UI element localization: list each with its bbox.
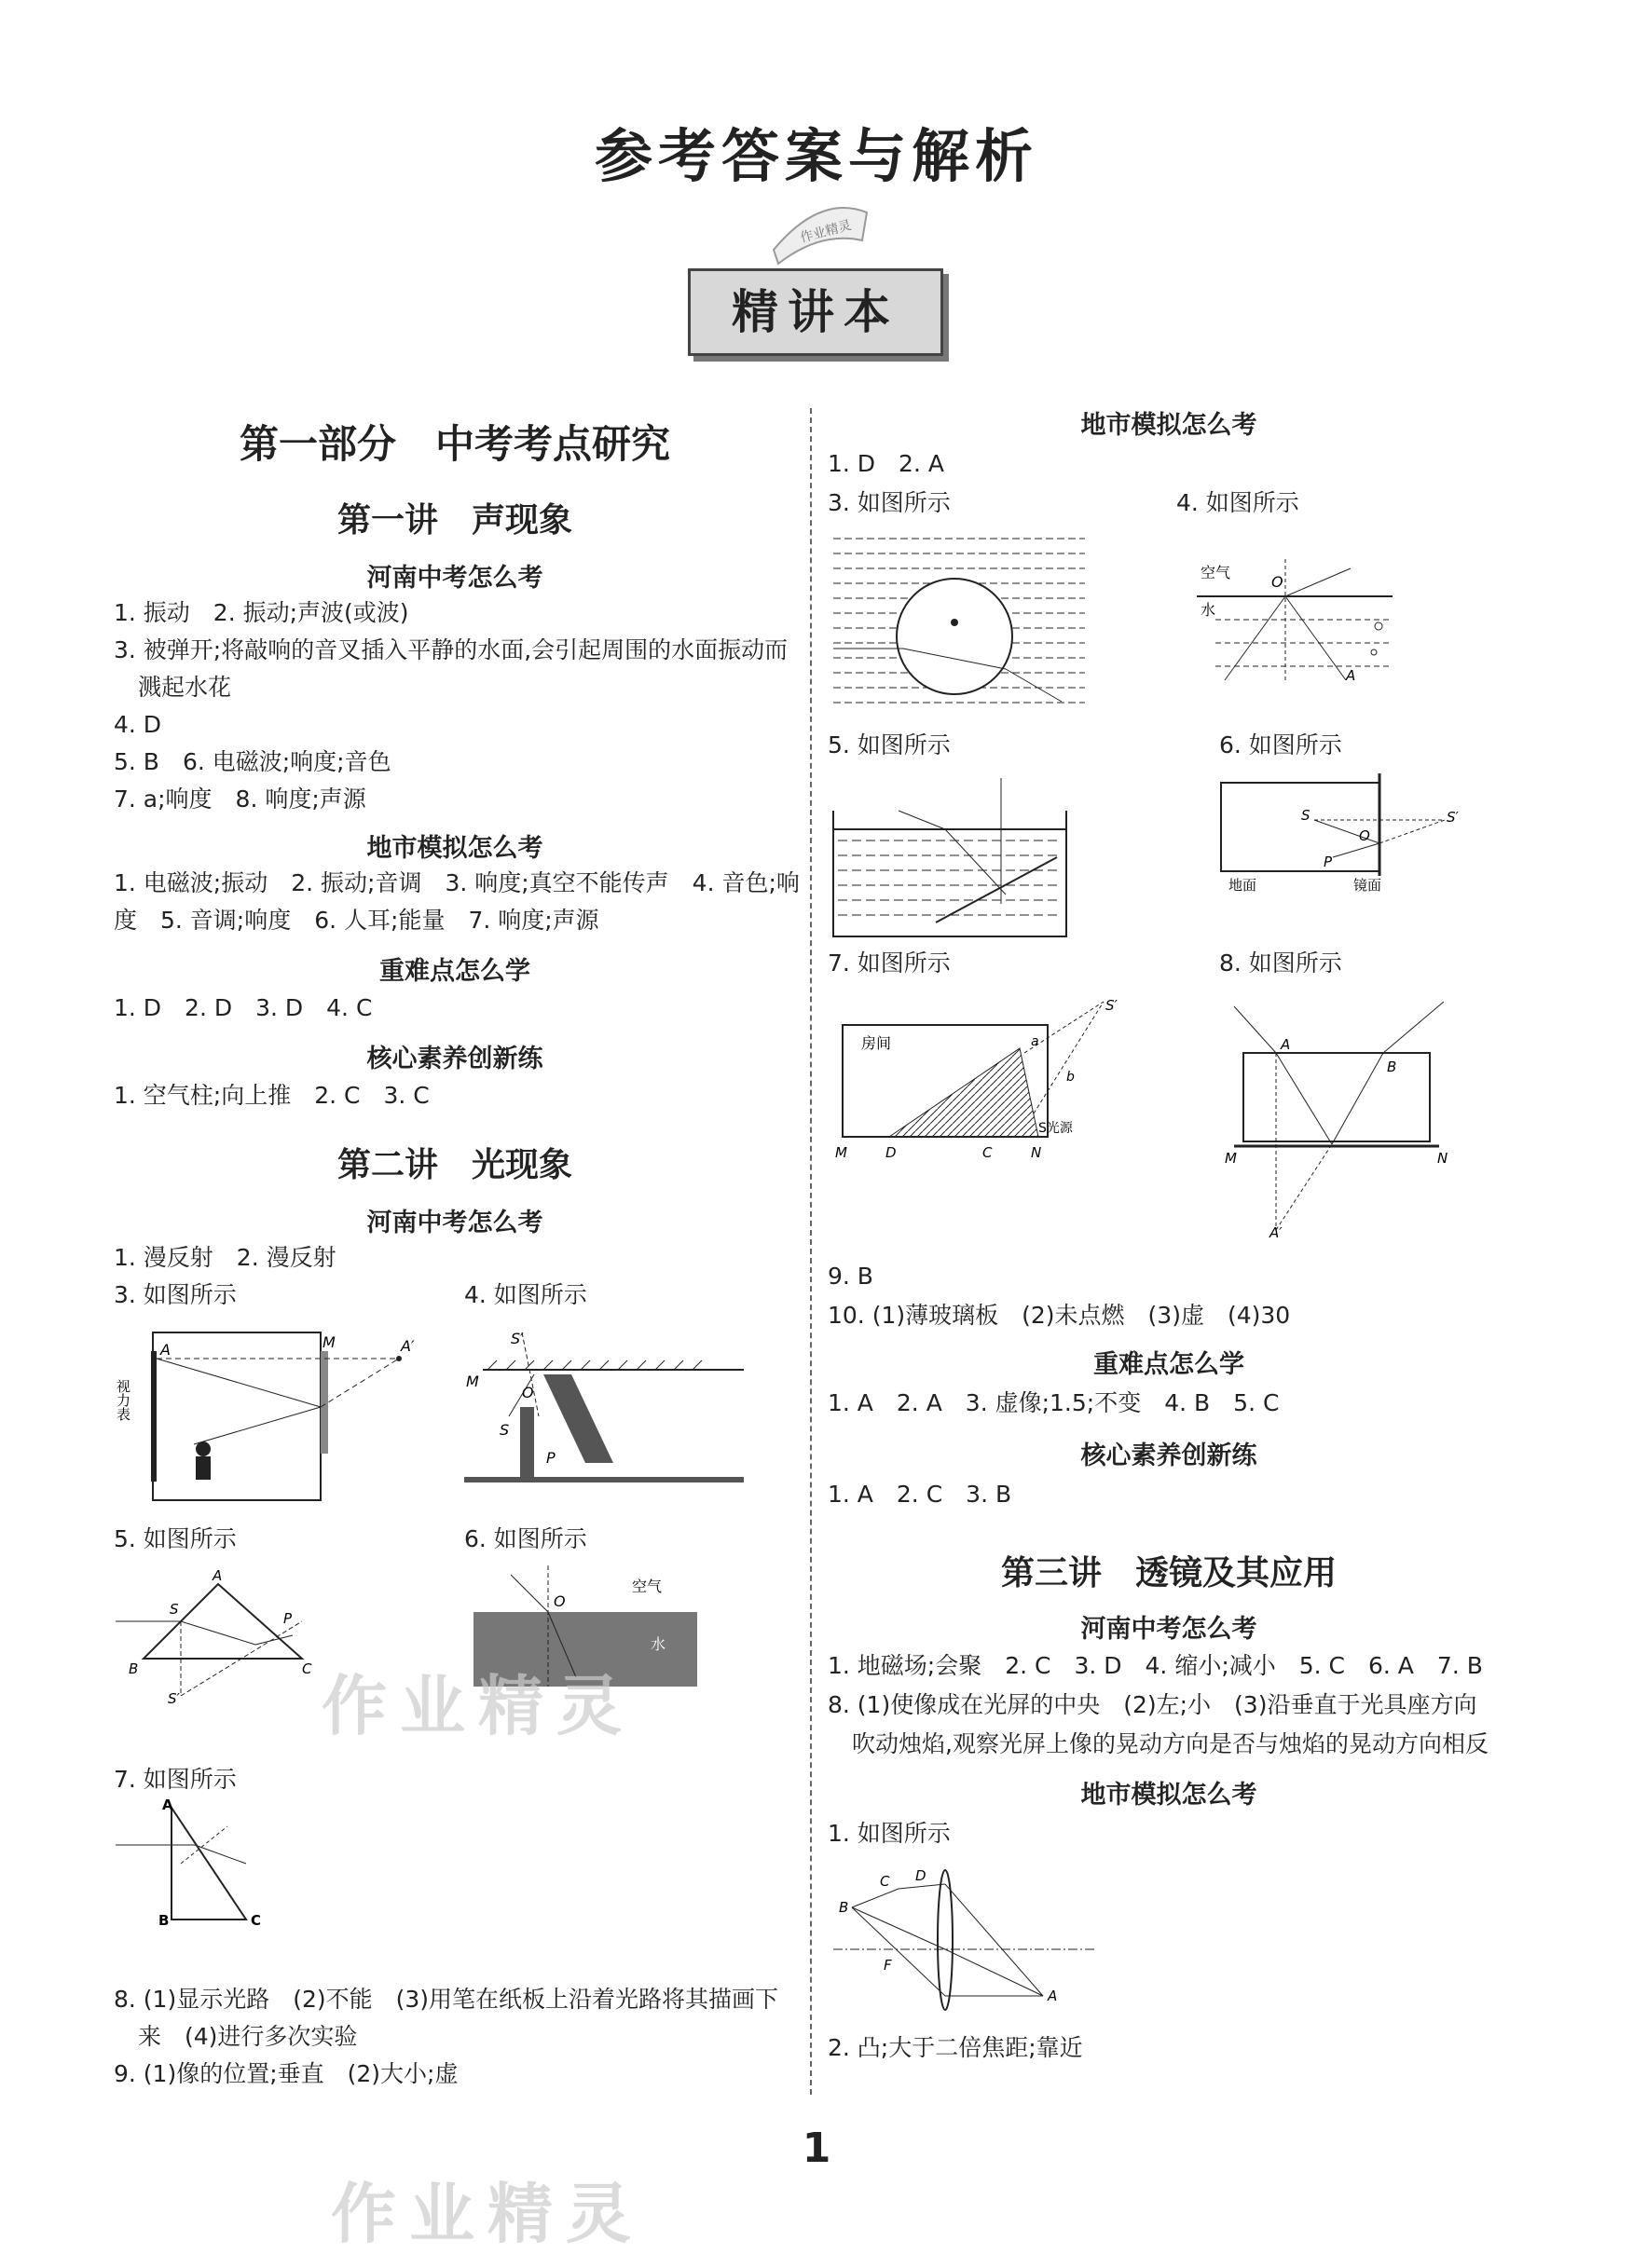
svg-text:空气: 空气 [1201, 564, 1231, 581]
svg-text:a: a [1031, 1034, 1039, 1049]
fig-caption: 3. 如图所示 [114, 1281, 237, 1308]
answer-line: 9. (1)像的位置;垂直 (2)大小;虚 [114, 2060, 459, 2087]
book-label: 精讲本 [688, 268, 943, 356]
answer-line: 度 5. 音调;响度 6. 人耳;能量 7. 响度;声源 [114, 907, 599, 934]
svg-text:S′: S′ [168, 1690, 180, 1707]
svg-text:P: P [546, 1449, 556, 1467]
svg-text:S′: S′ [1447, 809, 1459, 826]
figure-r-8 [1225, 997, 1467, 1239]
svg-text:M: M [1225, 1150, 1237, 1167]
answer-line: 2. 凸;大于二倍焦距;靠近 [828, 2034, 1083, 2061]
svg-text:D: D [885, 1144, 897, 1161]
svg-text:N: N [1031, 1144, 1042, 1161]
svg-text:O: O [554, 1592, 566, 1610]
svg-text:A: A [1048, 1988, 1058, 2004]
lecture2-s1-heading: 河南中考怎么考 [366, 1209, 543, 1237]
svg-text:视力表: 视力表 [115, 1379, 131, 1421]
svg-text:C: C [251, 1912, 262, 1929]
svg-text:A: A [160, 1341, 171, 1359]
svg-text:S: S [170, 1601, 179, 1618]
svg-text:C: C [982, 1144, 993, 1161]
fig-caption: 4. 如图所示 [1176, 489, 1299, 516]
lecture1-s1-heading: 河南中考怎么考 [366, 564, 543, 593]
svg-text:O: O [522, 1384, 534, 1401]
svg-text:S: S [1301, 807, 1311, 824]
answer-line: 1. A 2. A 3. 虚像;1.5;不变 4. B 5. C [828, 1389, 1280, 1416]
svg-text:S′: S′ [511, 1330, 524, 1347]
answer-line: 7. a;响度 8. 响度;声源 [114, 786, 366, 813]
svg-text:B: B [129, 1660, 139, 1677]
fig-caption: 7. 如图所示 [828, 950, 951, 977]
svg-text:C: C [880, 1873, 890, 1890]
svg-text:B: B [1387, 1059, 1397, 1075]
fig-caption: 1. 如图所示 [828, 1820, 951, 1847]
figure-r-3 [833, 529, 1085, 716]
fig-caption: 6. 如图所示 [1219, 731, 1342, 758]
right-s2-heading: 地市模拟怎么考 [1080, 411, 1257, 440]
fig-caption: 4. 如图所示 [464, 1281, 587, 1308]
lecture1-s3-heading: 重难点怎么学 [379, 957, 530, 986]
lecture2-title: 第二讲 光现象 [336, 1146, 572, 1184]
fig-caption: 5. 如图所示 [114, 1525, 237, 1552]
column-divider [810, 408, 812, 2095]
fig-caption: 7. 如图所示 [114, 1766, 237, 1793]
svg-text:镜面: 镜面 [1353, 877, 1382, 894]
svg-text:A: A [1346, 667, 1356, 684]
svg-text:空气: 空气 [632, 1578, 663, 1595]
svg-text:M: M [322, 1333, 336, 1351]
lecture1-s4-heading: 核心素养创新练 [366, 1045, 543, 1073]
svg-text:S′: S′ [1105, 997, 1118, 1014]
answer-line: 1. 电磁波;振动 2. 振动;音调 3. 响度;真空不能传声 4. 音色;响 [114, 869, 800, 896]
svg-text:C: C [302, 1660, 312, 1677]
page-title: 参考答案与解析 [594, 122, 1038, 190]
svg-text:D: D [915, 1867, 926, 1884]
answer-line: 1. A 2. C 3. B [828, 1481, 1012, 1508]
svg-text:N: N [1437, 1150, 1448, 1167]
svg-text:b: b [1066, 1070, 1075, 1085]
svg-text:O: O [1271, 573, 1283, 591]
answer-line: 1. 地磁场;会聚 2. C 3. D 4. 缩小;减小 5. C 6. A 7. B [828, 1652, 1483, 1679]
answer-line: 5. B 6. 电磁波;响度;音色 [114, 748, 391, 775]
svg-text:B: B [158, 1912, 170, 1929]
lecture1-title: 第一讲 声现象 [336, 501, 572, 540]
stamp-text: 作业精灵 [798, 217, 854, 246]
svg-text:M: M [466, 1373, 479, 1390]
answer-line: 8. (1)显示光路 (2)不能 (3)用笔在纸板上沿着光路将其描画下 [114, 1986, 779, 2013]
fig-caption: 3. 如图所示 [828, 489, 951, 516]
figure-l2-4 [464, 1323, 772, 1510]
answer-line: 吹动烛焰,观察光屏上像的晃动方向是否与烛焰的晃动方向相反 [852, 1730, 1489, 1757]
svg-text:A′: A′ [401, 1337, 415, 1355]
svg-text:A: A [162, 1797, 173, 1813]
fig-caption: 6. 如图所示 [464, 1525, 587, 1552]
answer-line: 来 (4)进行多次实验 [138, 2023, 358, 2050]
svg-text:房间: 房间 [861, 1034, 892, 1052]
figure-r-6 [1221, 773, 1463, 895]
watermark: 作业精灵 [322, 1668, 635, 1744]
answer-line: 1. 振动 2. 振动;声波(或波) [114, 599, 409, 626]
answer-line: 1. 漫反射 2. 漫反射 [114, 1244, 336, 1271]
stamp-logo [764, 194, 876, 268]
figure-l3-1 [833, 1865, 1104, 2015]
answer-line: 1. D 2. D 3. D 4. C [114, 994, 373, 1021]
svg-text:P: P [1324, 854, 1333, 870]
svg-text:水: 水 [1201, 601, 1216, 619]
watermark: 作业精灵 [331, 2176, 644, 2252]
part-title: 第一部分 中考考点研究 [239, 421, 670, 467]
answer-line: 3. 被弹开;将敲响的音叉插入平静的水面,会引起周围的水面振动而 [114, 636, 789, 663]
answer-line: 1. 空气柱;向上推 2. C 3. C [114, 1082, 430, 1109]
lecture3-s2-heading: 地市模拟怎么考 [1080, 1781, 1257, 1810]
lecture1-s2-heading: 地市模拟怎么考 [366, 834, 543, 863]
answer-line: 4. D [114, 711, 162, 738]
figure-l2-7 [116, 1798, 311, 1929]
answer-line: 溅起水花 [138, 674, 232, 701]
lecture3-title: 第三讲 透镜及其应用 [1000, 1554, 1337, 1592]
page-number: 1 [802, 2125, 831, 2172]
svg-text:S: S [500, 1421, 510, 1439]
figure-l2-3 [115, 1323, 427, 1510]
right-s3-heading: 重难点怎么学 [1093, 1350, 1244, 1379]
fig-caption: 8. 如图所示 [1219, 950, 1342, 977]
svg-text:A: A [1281, 1036, 1291, 1053]
svg-text:M: M [835, 1144, 847, 1161]
right-s4-heading: 核心素养创新练 [1080, 1441, 1257, 1470]
svg-text:O: O [1359, 827, 1370, 844]
svg-text:P: P [283, 1610, 293, 1627]
figure-r-5 [833, 773, 1076, 941]
fig-caption: 5. 如图所示 [828, 731, 951, 758]
figure-r-7 [833, 997, 1132, 1165]
svg-text:F: F [884, 1957, 892, 1974]
svg-text:水: 水 [651, 1635, 666, 1653]
answer-line: 10. (1)薄玻璃板 (2)未点燃 (3)虚 (4)30 [828, 1302, 1291, 1329]
svg-text:地面: 地面 [1228, 877, 1257, 894]
figure-r-4 [1197, 550, 1402, 690]
svg-text:A: A [213, 1567, 223, 1584]
answer-line: 1. D 2. A [828, 450, 944, 477]
svg-text:A′: A′ [1269, 1224, 1283, 1241]
answer-line: 8. (1)使像成在光屏的中央 (2)左;小 (3)沿垂直于光具座方向 [828, 1691, 1477, 1718]
svg-text:B: B [839, 1899, 849, 1916]
lecture3-s1-heading: 河南中考怎么考 [1080, 1615, 1257, 1644]
answer-line: 9. B [828, 1263, 873, 1290]
svg-text:S光源: S光源 [1038, 1121, 1073, 1136]
